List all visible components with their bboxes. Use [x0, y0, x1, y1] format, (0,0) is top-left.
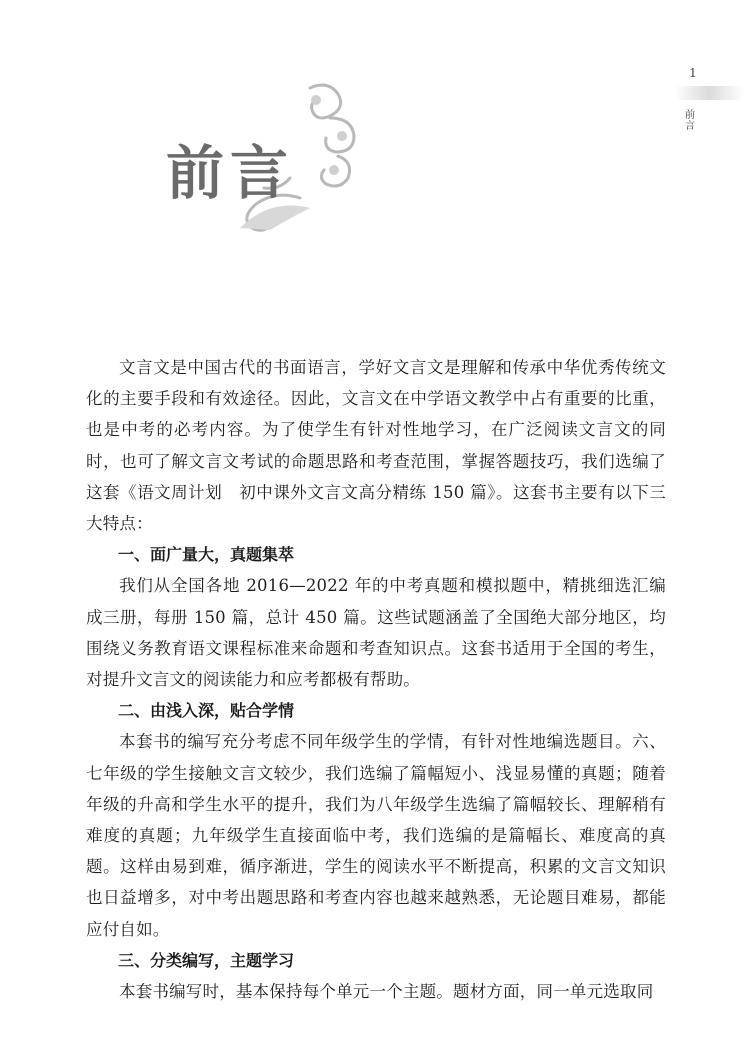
- body-paragraph: 本套书的编写充分考虑不同年级学生的学情，有针对性地编选题目。六、七年级的学生接触文言文较少，我们选编了篇幅短小、浅显易懂的真题；随着年级的升高和学生水平的提升，我们为八年级学生选编了篇幅较长、理解稍有难度的真题；九年级学生直接面临中考，我们选编的是篇幅长、难度高的真题。这样由易到难，循序渐进，学生的阅读水平不断提高，积累的文言文知识也日益增多，对中考出题思路和考查内容也越来越熟悉，无论题目难易，都能应付自如。: [86, 732, 666, 939]
- title-block: [160, 78, 380, 238]
- body-paragraph: 我们从全国各地 2016—2022 年的中考真题和模拟题中，精挑细选汇编成三册，每册 150 篇，总计 450 篇。这些试题涵盖了全国绝大部分地区，均围绕义务教育语文课程标准来命题和考查知识点。这套书适用于全国的考生，对提升文言文的阅读能力和应考都极有帮助。: [86, 576, 666, 690]
- body-paragraph: 文言文是中国古代的书面语言，学好文言文是理解和传承中华优秀传统文化的主要手段和有效途径。因此，文言文在中学语文教学中占有重要的比重，也是中考的必考内容。为了使学生有针对性地学习，在广泛阅读文言文的同时，也可了解文言文考试的命题思路和考查范围，掌握答题技巧，我们选编了这套《语文周计划 初中课外文言文高分精练 150 篇》。这套书主要有以下三大特点：: [86, 358, 666, 534]
- header-cloud-icon: [674, 86, 744, 100]
- page-title: 前言: [166, 139, 295, 207]
- page-number: 1: [689, 66, 697, 80]
- section-heading: 一、面广量大，真题集萃: [118, 545, 295, 565]
- body-paragraph: 本套书编写时，基本保持每个单元一个主题。题材方面，同一单元选取同: [119, 982, 654, 1002]
- section-heading: 二、由浅入深，贴合学情: [118, 701, 295, 721]
- body-text: [86, 352, 666, 1007]
- running-head: [678, 66, 708, 132]
- section-heading: 三、分类编写，主题学习: [118, 950, 295, 970]
- side-section-title: 前言: [685, 110, 695, 132]
